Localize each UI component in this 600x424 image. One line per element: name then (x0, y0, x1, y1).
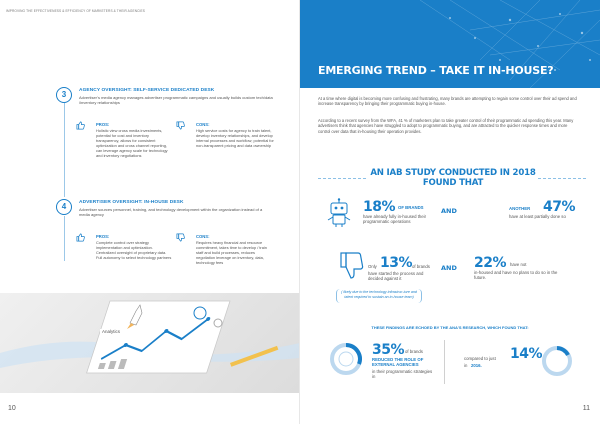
pie-chart-icon (542, 346, 572, 376)
iab-study-title: AN IAB STUDY CONDUCTED IN 2018 FOUND THAT (370, 168, 536, 188)
stat-13-text: have started the process and decided against it (368, 271, 424, 282)
section-4-pros-text: Complete control over strategy implementation and optimization. Centralized oversight of proprietary data. Full autonomy to select technology partners (96, 240, 172, 261)
stat-13-prefix: Only (368, 264, 377, 269)
right-page (300, 0, 600, 424)
running-header: IMPROVING THE EFFECTIVENESS & EFFICIENCY OF MARKETERS & THEIR AGENCIES (6, 9, 145, 13)
photo-label: Analytics (102, 329, 121, 334)
stat-14-text: in (464, 363, 468, 368)
section-3-cons-label: CONS: (196, 122, 210, 127)
and-label-2: AND (441, 264, 457, 272)
note-brackets (336, 289, 422, 303)
intro-paragraph-1: At a time where digital is becoming more confusing and frustrating, many brands are attempting to regain some control over their ad spend and increase transparency by bringing their programmatic buying in-house. (318, 96, 577, 107)
analytics-photo (0, 293, 300, 393)
thumbs-up-icon (76, 121, 85, 130)
technology-note: ( likely due to the technology infrastruc-ture and talent required to sustain an in-house team) (341, 290, 417, 299)
stat-14-prefix: compared to just (464, 356, 496, 361)
section-4-title: ADVERTISER OVERSIGHT: IN-HOUSE DESK (79, 200, 184, 205)
stat-35-highlight: REDUCED THE ROLE OF EXTERNAL AGENCIES (372, 357, 424, 368)
ana-echo-heading: THESE FINDINGS ARE ECHOED BY THE ANA'S RESEARCH, WHICH FOUND THAT: (371, 325, 529, 330)
section-3-description: Advertiser’s media agency manages advertiser programmatic campaigns and usually builds custom tech/data /inventory relationships (79, 95, 273, 106)
divider (444, 340, 445, 384)
dashed-rule-right (538, 178, 586, 179)
stat-47-text: have at least partially done so (509, 214, 566, 219)
stat-18-value: 18% (363, 199, 396, 215)
stat-35-label: of brands (405, 349, 423, 354)
and-label-1: AND (441, 207, 457, 215)
thumbs-down-icon (176, 121, 185, 130)
stat-14-value: 14% (510, 346, 543, 362)
section-3-cons-text: High service costs for agency to train talent, develop inventory relationships, and develop internal processes and workflow; potential for non-transparent pricing and data ownership (196, 128, 274, 149)
page-number-right: 11 (582, 405, 590, 412)
stat-35-value: 35% (372, 342, 405, 358)
header-banner (300, 0, 600, 88)
section-3-number: 3 (56, 87, 72, 103)
section-3-pros-label: PROS: (96, 122, 110, 127)
section-3-title: AGENCY OVERSIGHT: SELF-SERVICE DEDICATED DESK (79, 88, 215, 93)
section-4-description: Advertiser sources personnel, training, and technology development within the organization instead of a media agency (79, 207, 263, 218)
section-4-cons-label: CONS: (196, 234, 210, 239)
section-4-pros-label: PROS: (96, 234, 110, 239)
thumbs-down-icon (176, 233, 185, 242)
stat-14-year: 2016. (471, 363, 482, 368)
stat-47-prefix: ANOTHER (509, 206, 531, 211)
stat-35-text: in their programmatic strategies in (372, 369, 433, 380)
section-4-line (64, 216, 65, 261)
dashed-rule-left (318, 178, 366, 179)
intro-paragraph-2: According to a recent survey from the WFA, 41 % of marketers plan to take greater control of their programmatic ad spending this year. Many advertisers think that agencies have struggled to adopt to programmatic buying, and are attracted to the quicker response times and more control over data that in-housing their operation provides. (318, 118, 574, 134)
stat-18-text: have already fully in-housed their programmatic operations (363, 214, 427, 225)
section-3-line (64, 103, 65, 197)
stat-13-label: of brands (412, 264, 430, 269)
robot-icon (326, 198, 352, 228)
stat-22-label: have not (510, 262, 527, 267)
section-4-cons-text: Requires heavy financial and resource commitment, takes time to develop / train staff and build processes, reduces negotiation leverage on inventory, data, technology fees (196, 240, 267, 266)
pie-chart-icon (330, 343, 362, 375)
thumbs-up-icon (76, 233, 85, 242)
stat-47-value: 47% (543, 199, 576, 215)
page-number-left: 10 (8, 405, 16, 412)
thumbs-down-icon (340, 252, 364, 280)
stat-18-label: OF BRANDS (398, 205, 424, 210)
section-3-pros-text: Holistic view cross media investments, potential for cost and inventory transparency, allows for consistent optimization and cross channel reporting, can leverage agency scale for technology and inventory negotiations (96, 128, 168, 159)
stat-22-text: in-housed and have no plans to do so in the future. (474, 270, 558, 281)
section-4-number: 4 (56, 199, 72, 215)
stat-13-value: 13% (380, 255, 413, 271)
banner-title: EMERGING TREND – TAKE IT IN-HOUSE? (318, 64, 554, 77)
stat-22-value: 22% (474, 255, 507, 271)
